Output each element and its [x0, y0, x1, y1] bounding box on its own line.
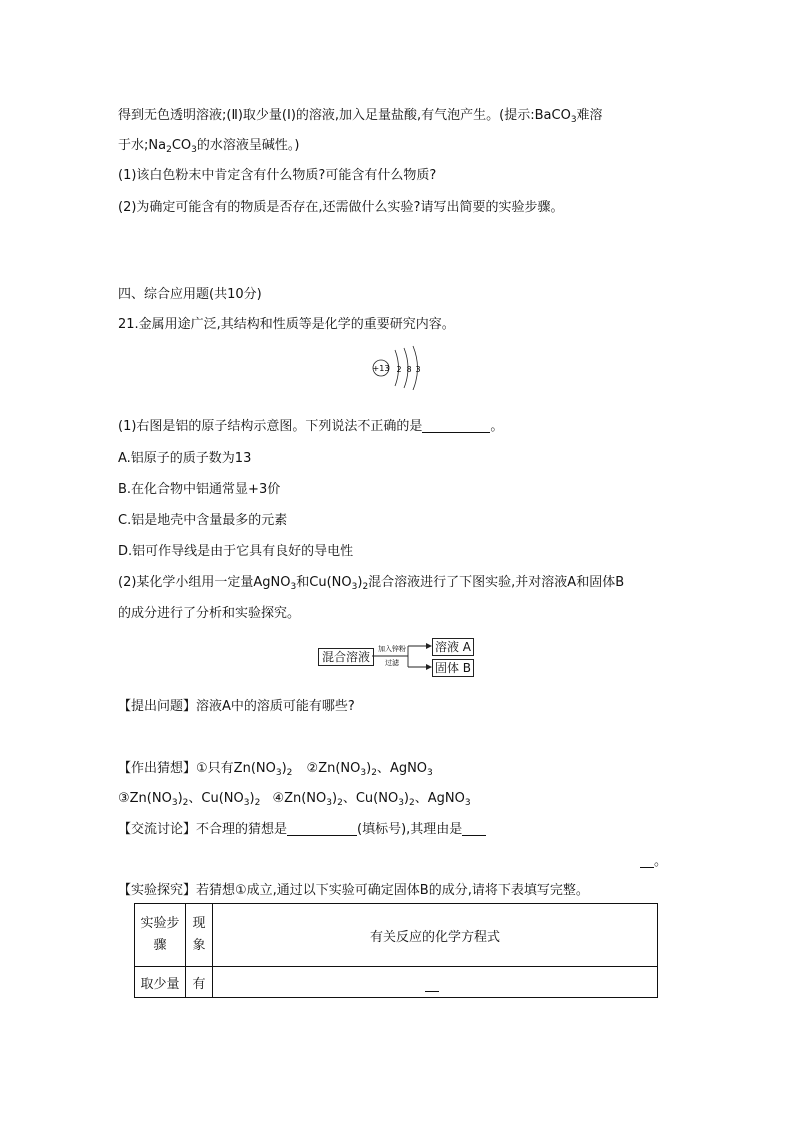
intro-line-1: 得到无色透明溶液;(Ⅱ)取少量(Ⅰ)的溶液,加入足量盐酸,有气泡产生。(提示:BaCO$_3$难溶: [118, 108, 603, 125]
flow-solution-a: 溶液 A: [432, 638, 474, 656]
raise-question: 【提出问题】溶液A中的溶质可能有哪些?: [118, 699, 355, 714]
option-b: B.在化合物中铝通常显+3价: [118, 482, 281, 497]
option-d: D.铝可作导线是由于它具有良好的导电性: [118, 544, 354, 559]
section-heading: 四、综合应用题(共10分): [118, 287, 262, 302]
flow-action-bottom: 过滤: [385, 659, 399, 667]
intro-line-2: 于水$;Na_2CO_3$的水溶液呈碱性。): [118, 138, 300, 155]
header-phenomenon: 现 象: [186, 904, 213, 967]
question-21-2: (2)某化学小组用一定量AgNO$_3$和$Cu(NO_3)_2$混合溶液进行了下图实验,并对溶液A和固体B: [118, 575, 625, 592]
header-equation: 有关反应的化学方程式: [213, 904, 658, 967]
answer-blank[interactable]: [422, 418, 490, 433]
cell-step: 取少量: [135, 967, 186, 998]
cell-phenomenon: 有: [186, 967, 213, 998]
question-21-2-line-2: 的成分进行了分析和实验探究。: [118, 606, 301, 621]
table-row: [135, 967, 658, 998]
guess-line-2: $③Zn(NO_3)_2$、$Cu(NO_3)_2$ $④Zn(NO_3)_2$、$Cu(NO_3)_2$、AgNO$_3$: [118, 791, 471, 808]
question-21-1: (1)右图是铝的原子结构示意图。下列说法不正确的是 。: [118, 419, 504, 434]
flow-solid-b: 固体 B: [432, 659, 474, 677]
aluminum-atom-diagram: [368, 342, 428, 390]
header-step: 实验步 骤: [135, 904, 186, 967]
option-c: C.铝是地壳中含量最多的元素: [118, 513, 288, 528]
cell-equation[interactable]: [213, 967, 658, 998]
shell-electrons-1: 2: [396, 365, 402, 374]
guess-line-1: 【作出猜想】①只有$Zn(NO_3)_2$ $②Zn(NO_3)_2$、AgNO$_3$: [118, 761, 433, 778]
problem-21: 21.金属用途广泛,其结构和性质等是化学的重要研究内容。: [118, 317, 455, 332]
discussion-blank-1[interactable]: [287, 821, 357, 836]
nucleus-charge: +13: [372, 364, 390, 373]
flow-arrows: [372, 636, 434, 680]
shell-electrons-3: 3: [415, 365, 421, 374]
question-1: (1)该白色粉末中肯定含有什么物质?可能含有什么物质?: [118, 168, 437, 183]
equation-blank[interactable]: [425, 977, 439, 992]
flow-mixed-solution: 混合溶液: [318, 648, 374, 666]
option-a: A.铝原子的质子数为13: [118, 451, 252, 466]
flow-action-top: 加入锌粉: [378, 645, 406, 653]
table-header-row: [135, 904, 658, 967]
explore-line: 【实验探究】若猜想①成立,通过以下实验可确定固体B的成分,请将下表填写完整。: [118, 883, 589, 898]
experiment-table: [134, 903, 658, 998]
shell-electrons-2: 8: [406, 365, 412, 374]
discussion-blank-3[interactable]: [640, 853, 654, 868]
discussion-line: 【交流讨论】不合理的猜想是 (填标号),其理由是: [118, 820, 486, 840]
discussion-line-end: 。: [640, 852, 667, 872]
discussion-blank-2[interactable]: [462, 821, 486, 836]
question-2: (2)为确定可能含有的物质是否存在,还需做什么实验?请写出简要的实验步骤。: [118, 200, 564, 215]
